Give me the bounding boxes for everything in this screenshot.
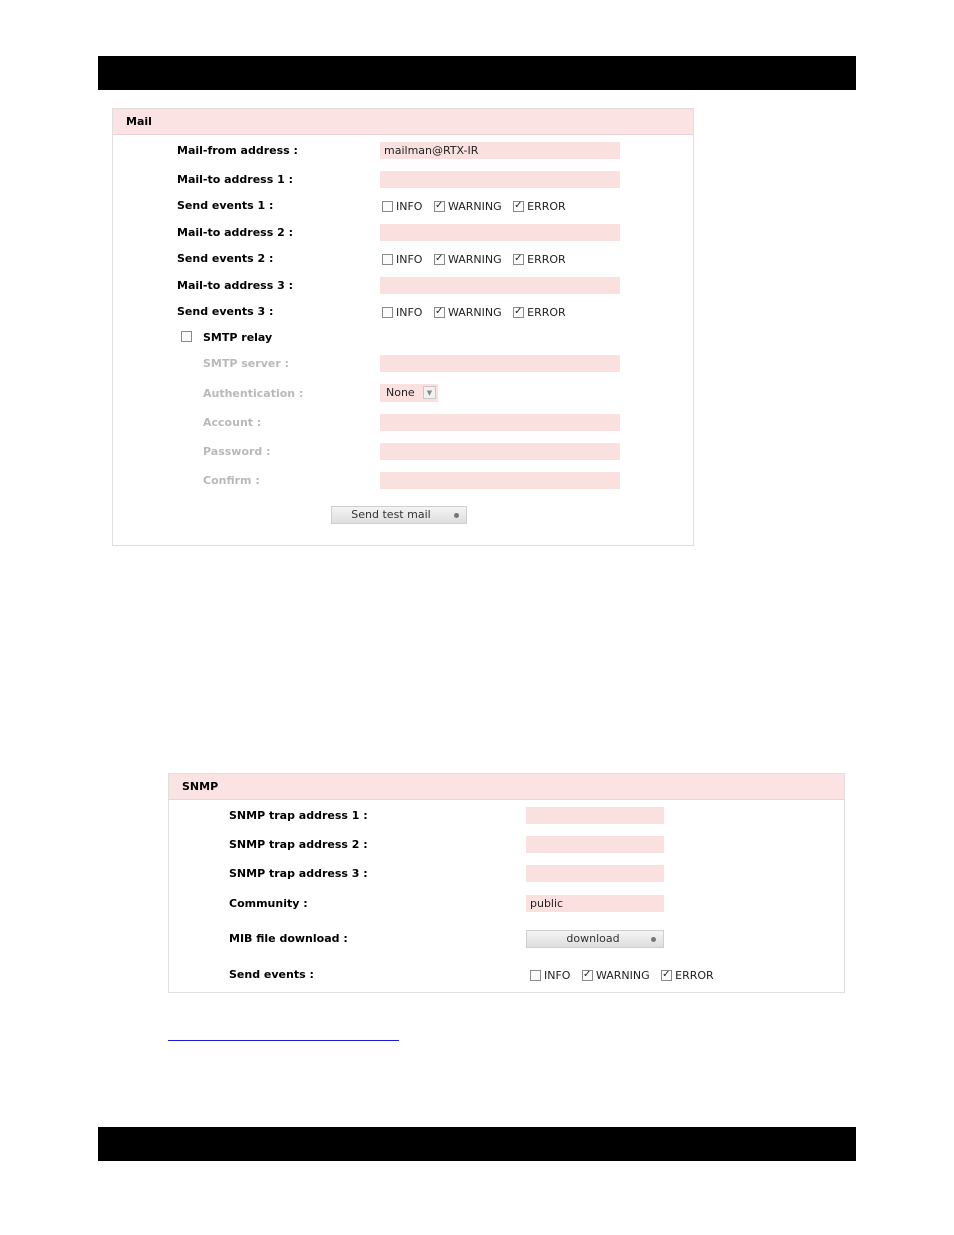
error-checkbox[interactable] xyxy=(661,970,672,981)
send-events-3-label: Send events 3 : xyxy=(177,305,274,318)
send-events-1-options: INFO ✓ WARNING ✓ ERROR xyxy=(382,200,574,214)
info-checkbox[interactable] xyxy=(382,254,393,265)
snmp-trap-2-label: SNMP trap address 2 : xyxy=(229,838,368,851)
send-test-mail-label: Send test mail xyxy=(351,508,431,521)
snmp-trap-3-label: SNMP trap address 3 : xyxy=(229,867,368,880)
send-events-1-label: Send events 1 : xyxy=(177,199,274,212)
mail-to-3-input[interactable] xyxy=(380,277,620,294)
password-label: Password : xyxy=(203,445,271,458)
info-checkbox[interactable] xyxy=(382,307,393,318)
account-label: Account : xyxy=(203,416,262,429)
smtp-relay-label: SMTP relay xyxy=(203,331,273,344)
snmp-trap-1-label: SNMP trap address 1 : xyxy=(229,809,368,822)
info-checkbox[interactable] xyxy=(530,970,541,981)
footer-bar xyxy=(98,1127,856,1161)
error-checkbox[interactable] xyxy=(513,307,524,318)
download-label: download xyxy=(566,932,620,945)
error-checkbox[interactable] xyxy=(513,254,524,265)
hyperlink-underline[interactable] xyxy=(168,1040,399,1041)
authentication-select[interactable] xyxy=(380,384,438,402)
mail-to-2-label: Mail-to address 2 : xyxy=(177,226,293,239)
send-events-3-options: INFO ✓ WARNING ✓ ERROR xyxy=(382,306,574,320)
confirm-label: Confirm : xyxy=(203,474,260,487)
snmp-panel xyxy=(168,773,845,993)
warning-checkbox[interactable] xyxy=(434,201,445,212)
mail-to-1-input[interactable] xyxy=(380,171,620,188)
authentication-label: Authentication : xyxy=(203,387,304,400)
snmp-send-events-label: Send events : xyxy=(229,968,314,981)
header-bar xyxy=(98,56,856,90)
snmp-trap-1-input[interactable] xyxy=(526,807,664,824)
authentication-value: None xyxy=(386,386,415,399)
mail-from-label: Mail-from address : xyxy=(177,144,298,157)
mail-to-1-label: Mail-to address 1 : xyxy=(177,173,293,186)
community-label: Community : xyxy=(229,897,308,910)
snmp-send-events-options: INFO ✓ WARNING ✓ ERROR xyxy=(530,969,722,983)
smtp-server-input[interactable] xyxy=(380,355,620,372)
password-input[interactable] xyxy=(380,443,620,460)
bullet-icon xyxy=(454,513,459,518)
confirm-input[interactable] xyxy=(380,472,620,489)
chevron-down-icon: ▼ xyxy=(423,386,436,399)
warning-checkbox[interactable] xyxy=(582,970,593,981)
snmp-trap-3-input[interactable] xyxy=(526,865,664,882)
info-checkbox[interactable] xyxy=(382,201,393,212)
warning-checkbox[interactable] xyxy=(434,254,445,265)
send-events-2-options: INFO ✓ WARNING ✓ ERROR xyxy=(382,253,574,267)
mail-from-input[interactable]: mailman@RTX-IR xyxy=(380,142,620,159)
mail-panel-title: Mail xyxy=(113,109,693,135)
warning-checkbox[interactable] xyxy=(434,307,445,318)
download-button[interactable] xyxy=(526,930,664,948)
mail-panel xyxy=(112,108,694,546)
error-checkbox[interactable] xyxy=(513,201,524,212)
send-events-2-label: Send events 2 : xyxy=(177,252,274,265)
mail-to-2-input[interactable] xyxy=(380,224,620,241)
smtp-server-label: SMTP server : xyxy=(203,357,289,370)
mail-to-3-label: Mail-to address 3 : xyxy=(177,279,293,292)
bullet-icon xyxy=(651,937,656,942)
mib-download-label: MIB file download : xyxy=(229,932,348,945)
snmp-trap-2-input[interactable] xyxy=(526,836,664,853)
community-input[interactable]: public xyxy=(526,895,664,912)
smtp-relay-checkbox[interactable] xyxy=(181,331,192,342)
account-input[interactable] xyxy=(380,414,620,431)
snmp-panel-title: SNMP xyxy=(169,774,844,800)
send-test-mail-button[interactable] xyxy=(331,506,467,524)
